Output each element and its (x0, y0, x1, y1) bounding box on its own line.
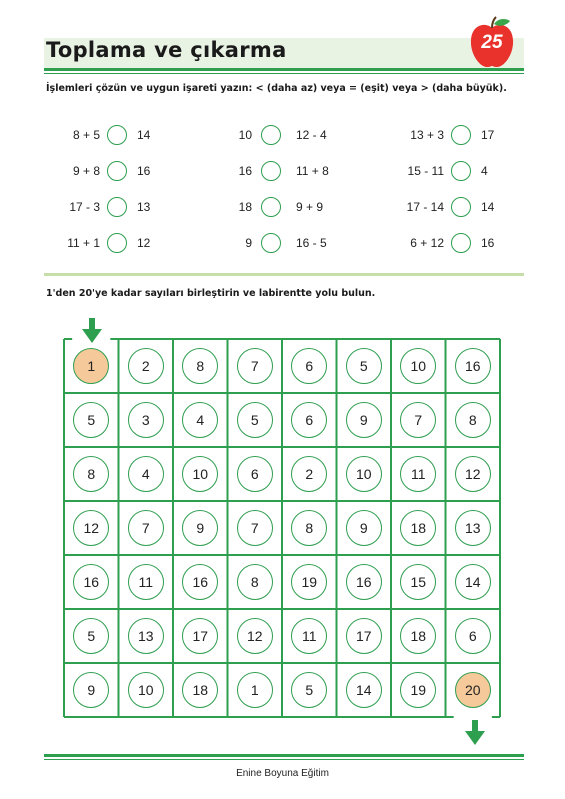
comparison-left-operand: 9 (245, 236, 252, 250)
answer-circle[interactable] (261, 161, 281, 181)
comparison-right-operand: 9 + 9 (296, 200, 324, 214)
page-title: Toplama ve çıkarma (46, 38, 287, 62)
maze-cell[interactable]: 4 (128, 456, 164, 492)
answer-circle[interactable] (451, 233, 471, 253)
maze-cell[interactable]: 9 (346, 510, 382, 546)
footer-rule-thin (44, 759, 524, 760)
maze-cell[interactable]: 7 (237, 348, 273, 384)
arrow-down-icon (464, 720, 486, 746)
maze-cell[interactable]: 16 (182, 564, 218, 600)
answer-circle[interactable] (451, 161, 471, 181)
maze-cell[interactable]: 9 (346, 402, 382, 438)
answer-circle[interactable] (107, 161, 127, 181)
maze-cell[interactable]: 12 (73, 510, 109, 546)
section2-instruction: 1'den 20'ye kadar sayıları birleştirin ve labirentte yolu bulun. (46, 288, 376, 299)
title-underline-thin (44, 73, 524, 74)
maze-cell[interactable]: 5 (291, 672, 327, 708)
comparison-right-operand: 16 (137, 164, 151, 178)
answer-circle[interactable] (261, 233, 281, 253)
maze-cell[interactable]: 16 (455, 348, 491, 384)
maze-cell[interactable]: 8 (182, 348, 218, 384)
maze-cell[interactable]: 7 (400, 402, 436, 438)
maze-cell[interactable]: 12 (455, 456, 491, 492)
maze-cell[interactable]: 6 (237, 456, 273, 492)
maze-cell[interactable]: 6 (455, 618, 491, 654)
answer-circle[interactable] (107, 233, 127, 253)
comparison-left-operand: 9 + 8 (72, 164, 100, 178)
maze-cell[interactable]: 8 (455, 402, 491, 438)
comparison-right-operand: 12 (137, 236, 151, 250)
maze-cell[interactable]: 2 (128, 348, 164, 384)
maze-cell[interactable]: 8 (291, 510, 327, 546)
comparison-right-operand: 16 - 5 (296, 236, 327, 250)
maze-cell[interactable]: 19 (291, 564, 327, 600)
page-number: 25 (481, 32, 503, 53)
maze-cell[interactable]: 1 (237, 672, 273, 708)
maze-cell[interactable]: 11 (400, 456, 436, 492)
maze-cell[interactable]: 7 (128, 510, 164, 546)
comparison-right-operand: 14 (481, 200, 495, 214)
comparison-left-operand: 13 + 3 (410, 128, 444, 142)
maze-end-cell[interactable]: 20 (455, 672, 491, 708)
comparison-right-operand: 11 + 8 (296, 164, 329, 178)
maze-start-cell[interactable]: 1 (73, 348, 109, 384)
maze-cell[interactable]: 7 (237, 510, 273, 546)
answer-circle[interactable] (261, 125, 281, 145)
maze-cell[interactable]: 16 (73, 564, 109, 600)
maze-cell[interactable]: 17 (182, 618, 218, 654)
maze-cell[interactable]: 10 (400, 348, 436, 384)
maze-cell[interactable]: 14 (346, 672, 382, 708)
comparison-left-operand: 18 (238, 200, 252, 214)
maze-cell[interactable]: 6 (291, 348, 327, 384)
answer-circle[interactable] (261, 197, 281, 217)
comparison-left-operand: 15 - 11 (407, 164, 444, 178)
title-underline (44, 68, 524, 71)
maze-cell[interactable]: 3 (128, 402, 164, 438)
maze-cell[interactable]: 11 (291, 618, 327, 654)
maze-cell[interactable]: 18 (400, 618, 436, 654)
answer-circle[interactable] (451, 197, 471, 217)
comparison-left-operand: 11 + 1 (67, 236, 100, 250)
maze-cell[interactable]: 15 (400, 564, 436, 600)
comparison-right-operand: 4 (481, 164, 488, 178)
comparison-left-operand: 17 - 3 (69, 200, 100, 214)
footer-rule (44, 754, 524, 757)
maze-cell[interactable]: 8 (237, 564, 273, 600)
maze-cell[interactable]: 17 (346, 618, 382, 654)
maze-cell[interactable]: 13 (128, 618, 164, 654)
section1-instruction: İşlemleri çözün ve uygun işareti yazın: < (daha az) veya = (eşit) veya > (daha büyük). (46, 83, 507, 94)
answer-circle[interactable] (451, 125, 471, 145)
maze-cell[interactable]: 12 (237, 618, 273, 654)
maze-cell[interactable]: 10 (182, 456, 218, 492)
maze-cell[interactable]: 2 (291, 456, 327, 492)
maze-cell[interactable]: 18 (400, 510, 436, 546)
maze-cell[interactable]: 9 (182, 510, 218, 546)
comparison-right-operand: 13 (137, 200, 151, 214)
maze-cell[interactable]: 11 (128, 564, 164, 600)
maze-cell[interactable]: 10 (128, 672, 164, 708)
section-divider (44, 273, 524, 276)
footer-publisher: Enine Boyuna Eğitim (236, 768, 329, 779)
answer-circle[interactable] (107, 197, 127, 217)
maze-cell[interactable]: 4 (182, 402, 218, 438)
comparison-right-operand: 16 (481, 236, 495, 250)
maze-cell[interactable]: 14 (455, 564, 491, 600)
maze-cell[interactable]: 5 (73, 402, 109, 438)
maze-cell[interactable]: 5 (237, 402, 273, 438)
maze-cell[interactable]: 9 (73, 672, 109, 708)
maze-cell[interactable]: 18 (182, 672, 218, 708)
comparison-right-operand: 12 - 4 (296, 128, 327, 142)
comparison-left-operand: 10 (238, 128, 252, 142)
maze-cell[interactable]: 5 (346, 348, 382, 384)
comparison-right-operand: 14 (137, 128, 151, 142)
comparison-left-operand: 6 + 12 (410, 236, 444, 250)
maze-cell[interactable]: 8 (73, 456, 109, 492)
maze-cell[interactable]: 13 (455, 510, 491, 546)
maze-cell[interactable]: 19 (400, 672, 436, 708)
comparison-right-operand: 17 (481, 128, 495, 142)
maze-cell[interactable]: 5 (73, 618, 109, 654)
maze-cell[interactable]: 16 (346, 564, 382, 600)
comparison-left-operand: 17 - 14 (406, 200, 444, 214)
answer-circle[interactable] (107, 125, 127, 145)
maze-cell[interactable]: 6 (291, 402, 327, 438)
maze-cell[interactable]: 10 (346, 456, 382, 492)
comparison-left-operand: 16 (238, 164, 252, 178)
comparison-left-operand: 8 + 5 (72, 128, 100, 142)
